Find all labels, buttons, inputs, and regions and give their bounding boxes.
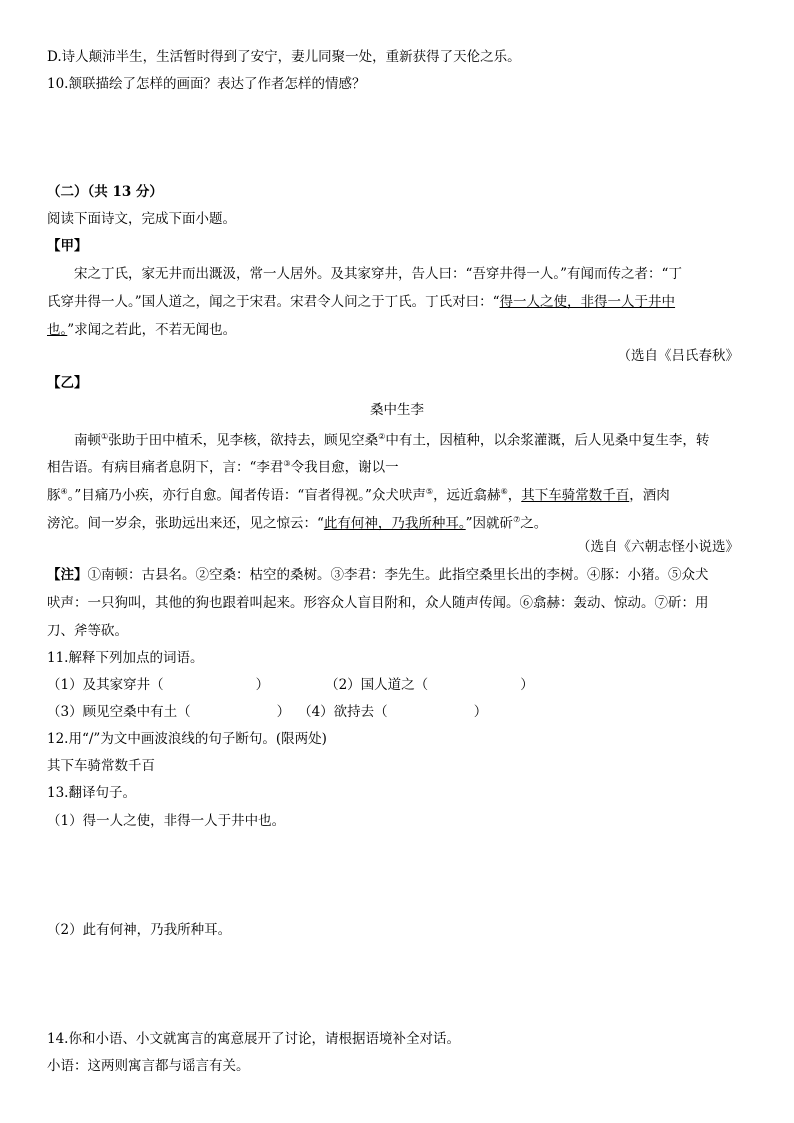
question-11-row-2: （3）顾见空桑中有土（ ） （4）欲持去（ ） [47, 704, 488, 720]
notes-line-1: 【注】①南顿：古县名。②空桑：枯空的桑树。③李君：李先生。此指空桑里长出的李树。④豚：小猪。⑤众犬 [47, 567, 709, 583]
q9-option-d: D.诗人颠沛半生，生活暂时得到了安宁，妻儿同聚一处，重新获得了天伦之乐。 [47, 49, 521, 65]
question-11-stem: 11.解释下列加点的词语。 [47, 650, 204, 666]
q11-item-1: （1）及其家穿井（ [47, 677, 164, 693]
question-13-item-1: （1）得一人之使，非得一人于井中也。 [47, 813, 286, 829]
passage-jia-line-2: 氏穿井得一人。”国人道之，闻之于宋君。宋君令人问之于丁氏。丁氏对曰：“得一人之使，非得一人于井中 [47, 294, 676, 310]
passage-yi-source: （选自《六朝志怪小说选》 [577, 539, 739, 555]
underlined-sentence: 得一人之使，非得一人于井中 [499, 294, 676, 310]
passage-jia-line-1: 宋之丁氏，家无井而出溉汲，常一人居外。及其家穿井，告人曰：“吾穿井得一人。”有闻而传之者：“丁 [74, 266, 682, 282]
underlined-sentence: 此有何神，乃我所种耳。 [323, 515, 466, 532]
passage-jia-source: （选自《吕氏春秋》 [617, 348, 739, 364]
passage-yi-label: 【乙】 [47, 375, 88, 391]
question-13-stem: 13.翻译句子。 [47, 785, 136, 801]
question-14-stem: 14.你和小语、小文就寓言的寓意展开了讨论，请根据语境补全对话。 [47, 1031, 460, 1047]
wavy-underlined-sentence: 其下车骑常数千百 [521, 487, 630, 504]
question-13-item-2: （2）此有何神，乃我所种耳。 [47, 922, 232, 938]
notes-line-2: 吠声：一只狗叫，其他的狗也跟着叫起来。形容众人盲目附和，众人随声传闻。⑥翕赫：轰动、惊动。⑦斫：用 [47, 595, 709, 611]
passage-jia-label: 【甲】 [47, 238, 88, 254]
notes-line-3: 刀、斧等砍。 [47, 623, 128, 639]
question-10: 10.颔联描绘了怎样的画面？表达了作者怎样的情感？ [47, 76, 366, 92]
question-12-sentence: 其下车骑常数千百 [47, 758, 155, 774]
note-marker: ③ [283, 459, 291, 468]
note-marker: ② [378, 432, 386, 441]
q11-item-3: （3）顾见空桑中有土（ [47, 704, 191, 720]
section-2-instruction: 阅读下面诗文，完成下面小题。 [47, 211, 236, 227]
section-2-heading: （二）（共 13 分） [47, 184, 163, 200]
passage-yi-line-4: 滂沱。间一岁余，张助远出来还，见之惊云：“此有何神，乃我所种耳。”因就斫⑦之。 [47, 515, 548, 532]
passage-yi-title: 桑中生李 [370, 402, 424, 418]
question-12-stem: 12.用“/”为文中画波浪线的句子断句。(限两处) [47, 731, 327, 747]
notes-label: 【注】 [47, 567, 88, 583]
passage-yi-line-2: 相告语。有病目痛者息阴下，言：“李君③令我目愈，谢以一 [47, 459, 399, 476]
question-11-row-1: （1）及其家穿井（ ） （2）国人道之（ ） [47, 677, 534, 693]
passage-jia-line-3: 也。”求闻之若此，不若无闻也。 [47, 322, 237, 338]
passage-yi-line-3: 豚④。”目痛乃小疾，亦行自愈。闻者传语：“盲者得视。”众犬吠声⑤，远近翕赫⑥，其下车骑常数千百，酒肉 [47, 487, 670, 504]
note-marker: ⑤ [425, 487, 434, 496]
q11-item-4: （4）欲持去（ [298, 704, 388, 720]
note-marker: ① [101, 432, 109, 441]
question-14-line-1: 小语：这两则寓言都与谣言有关。 [47, 1058, 250, 1074]
note-marker: ⑦ [513, 515, 521, 524]
note-marker: ④ [60, 487, 68, 496]
q11-item-2: （2）国人道之（ [325, 677, 429, 693]
passage-yi-line-1: 南顿①张助于田中植禾，见李核，欲持去，顾见空桑②中有土，因植种，以余浆灌溉，后人见桑中复生李，转 [74, 432, 710, 449]
note-marker: ⑥ [500, 487, 508, 496]
underlined-sentence-end: 也。 [47, 322, 68, 338]
